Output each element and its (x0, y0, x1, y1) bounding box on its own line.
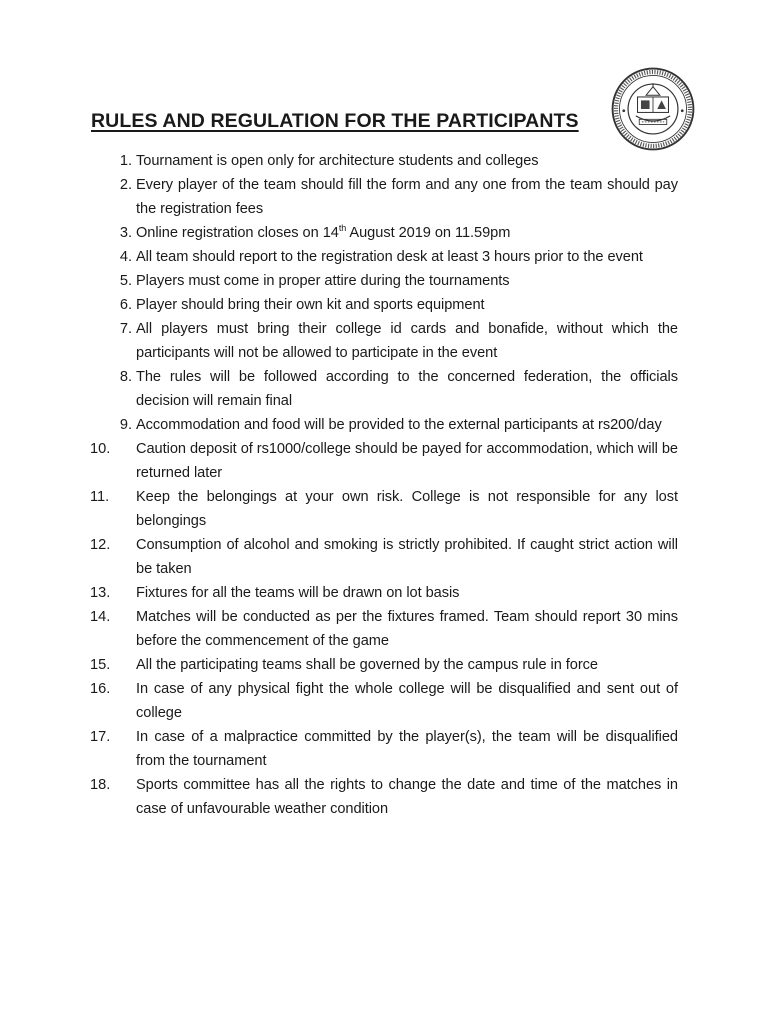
rule-text (136, 221, 678, 245)
rule-number: 5. (119, 273, 132, 289)
rule-number: 3. (119, 225, 132, 241)
rule-item (98, 365, 678, 413)
rule-text-part: Online registration closes on 14 (136, 225, 339, 241)
rule-number: 7. (119, 321, 132, 337)
rule-item (98, 221, 678, 245)
rule-number: 15. (90, 657, 111, 673)
rule-item (90, 725, 678, 773)
rule-number: 16. (90, 681, 111, 697)
rule-item (90, 485, 678, 533)
rule-text: Fixtures for all the teams will be drawn on lot basis (136, 585, 460, 601)
rule-number: 12. (90, 537, 111, 553)
rule-item (90, 581, 678, 605)
rule-number: 9. (119, 417, 132, 433)
rule-item (90, 773, 678, 821)
rule-number: 11. (90, 489, 110, 505)
rule-text: Accommodation and food will be provided to the external participants at rs200/day (136, 417, 662, 433)
rule-text: Tournament is open only for architecture students and colleges (136, 153, 539, 169)
rule-item (90, 677, 678, 725)
rule-number: 6. (119, 297, 132, 313)
rule-number: 17. (90, 729, 111, 745)
rule-number: 1. (119, 153, 132, 169)
rule-item (98, 173, 678, 221)
rule-item (90, 437, 678, 485)
rule-text: All players must bring their college id cards and bonafide, without which the participants will not be allowed to participate in the event (136, 321, 678, 361)
rule-text: Caution deposit of rs1000/college should be payed for accommodation, which will be returned later (136, 441, 678, 481)
rule-number: 8. (119, 369, 132, 385)
rule-text: In case of a malpractice committed by the player(s), the team will be disqualified from the tournament (136, 729, 678, 769)
rule-item (98, 317, 678, 365)
rule-number: 2. (119, 177, 132, 193)
rule-text: Players must come in proper attire during the tournaments (136, 273, 510, 289)
rule-text: Consumption of alcohol and smoking is strictly prohibited. If caught strict action will be taken (136, 537, 678, 577)
rule-item (98, 245, 678, 269)
rule-item (98, 413, 678, 437)
rule-text: The rules will be followed according to the concerned federation, the officials decision will remain final (136, 369, 678, 409)
college-seal-icon (610, 66, 696, 152)
rule-text: In case of any physical fight the whole college will be disqualified and sent out of college (136, 681, 678, 721)
rule-item (90, 533, 678, 581)
rule-number: 18. (90, 777, 111, 793)
rule-number: 14. (90, 609, 111, 625)
rule-text: All team should report to the registration desk at least 3 hours prior to the event (136, 249, 643, 265)
rule-superscript: th (338, 223, 347, 234)
rule-text: Matches will be conducted as per the fixtures framed. Team should report 30 mins before the commencement of the game (136, 609, 678, 649)
rule-text: All the participating teams shall be governed by the campus rule in force (136, 657, 598, 673)
rule-number: 13. (90, 585, 111, 601)
rules-list (90, 149, 678, 821)
rule-text-part: August 2019 on 11.59pm (346, 225, 511, 241)
rule-number: 4. (119, 249, 132, 265)
rule-text: Keep the belongings at your own risk. College is not responsible for any lost belongings (136, 489, 678, 529)
rule-item (90, 605, 678, 653)
page-title: RULES AND REGULATION FOR THE PARTICIPANTS (91, 110, 579, 132)
rule-item (98, 293, 678, 317)
rule-text: Sports committee has all the rights to change the date and time of the matches in case of unfavourable weather condition (136, 777, 678, 817)
rule-text: Player should bring their own kit and sports equipment (136, 297, 485, 313)
rule-item (98, 269, 678, 293)
rule-text: Every player of the team should fill the form and any one from the team should pay the registration fees (136, 177, 678, 217)
rule-item (90, 653, 678, 677)
rule-number: 10. (90, 441, 111, 457)
rule-item (98, 149, 678, 173)
